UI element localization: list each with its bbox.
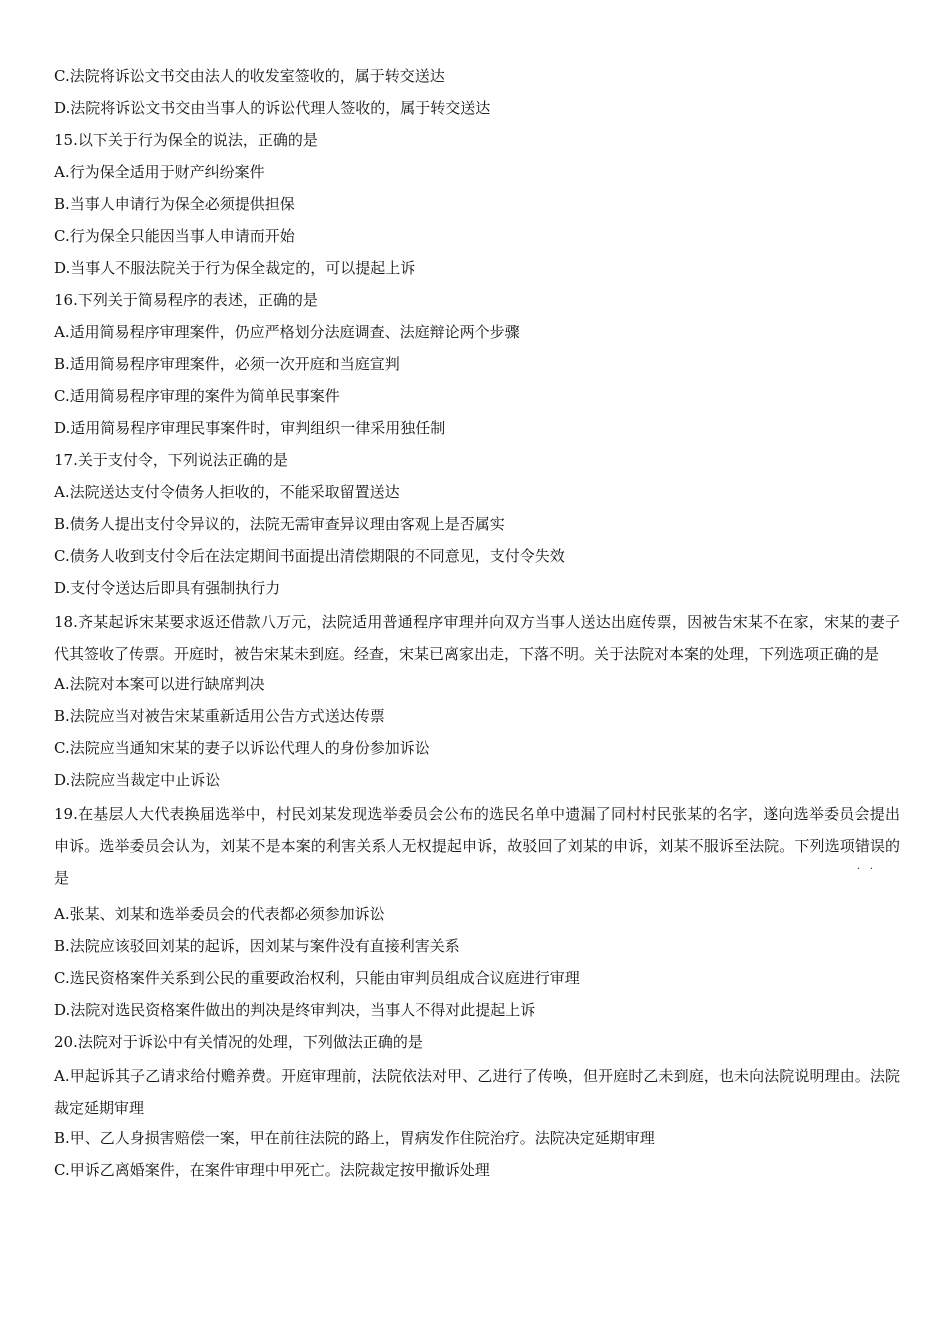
question-18-stem: 18.齐某起诉宋某要求返还借款八万元，法院适用普通程序审理并向双方当事人送达出庭传票，因被告宋某不在家，宋某的妻子代其签收了传票。开庭时，被告宋某未到庭。经查，宋某已离家出走，下落不明。关于法院对本案的处理，下列选项正确的是 [54,613,900,663]
document-page [54,62,900,1188]
question-17-option-c: C.债务人收到支付令后在法定期间书面提出清偿期限的不同意见，支付令失效 [54,547,565,565]
question-20-stem: 20.法院对于诉讼中有关情况的处理，下列做法正确的是 [54,1033,423,1051]
line-d-14: D.法院将诉讼文书交由当事人的诉讼代理人签收的，属于转交送达 [54,99,491,117]
question-17-option-a: A.法院送达支付令债务人拒收的，不能采取留置送达 [54,483,400,501]
question-15-option-a: A.行为保全适用于财产纠纷案件 [54,163,265,181]
question-19-option-b: B.法院应该驳回刘某的起诉，因刘某与案件没有直接利害关系 [54,937,460,955]
question-15-option-c: C.行为保全只能因当事人申请而开始 [54,227,295,245]
question-17-option-d: D.支付令送达后即具有强制执行力 [54,579,281,597]
question-18-option-a: A.法院对本案可以进行缺席判决 [54,675,265,693]
question-15-stem: 15.以下关于行为保全的说法，正确的是 [54,131,318,149]
question-19-stem-emphasis: 错误 [854,837,885,855]
question-18-option-d: D.法院应当裁定中止诉讼 [54,771,221,789]
question-20-option-c: C.甲诉乙离婚案件，在案件审理中甲死亡。法院裁定按甲撤诉处理 [54,1161,490,1179]
question-20-option-b: B.甲、乙人身损害赔偿一案，甲在前往法院的路上，胃病发作住院治疗。法院决定延期审理 [54,1129,655,1147]
question-16-option-d: D.适用简易程序审理民事案件时，审判组织一律采用独任制 [54,419,446,437]
question-19-option-c: C.选民资格案件关系到公民的重要政治权利，只能由审判员组成合议庭进行审理 [54,969,580,987]
question-19-option-d: D.法院对选民资格案件做出的判决是终审判决，当事人不得对此提起上诉 [54,1001,536,1019]
emphasis-dots-icon: .. [856,861,884,872]
question-18-option-b: B.法院应当对被告宋某重新适用公告方式送达传票 [54,707,385,725]
line-c-14: C.法院将诉讼文书交由法人的收发室签收的，属于转交送达 [54,67,445,85]
question-19-stem [54,798,900,894]
question-17-stem: 17.关于支付令，下列说法正确的是 [54,451,288,469]
question-15-option-b: B.当事人申请行为保全必须提供担保 [54,195,295,213]
question-16-stem: 16.下列关于简易程序的表述，正确的是 [54,291,318,309]
question-17-option-b: B.债务人提出支付令异议的，法院无需审查异议理由客观上是否属实 [54,515,505,533]
question-19-stem-main: 19.在基层人大代表换届选举中，村民刘某发现选举委员会公布的选民名单中遗漏了同村村民张某的名字，遂向选举委员会提出申诉。选举委员会认为，刘某不是本案的利害关系人无权提起申诉，故驳回了刘某的申诉，刘某不服诉至法院。下列选项 [54,805,900,855]
question-19-stem-tail: 的是 [54,837,900,887]
question-16-option-c: C.适用简易程序审理的案件为简单民事案件 [54,387,340,405]
question-16-option-b: B.适用简易程序审理案件，必须一次开庭和当庭宣判 [54,355,400,373]
question-19-option-a: A.张某、刘某和选举委员会的代表都必须参加诉讼 [54,905,385,923]
question-20-option-a: A.甲起诉其子乙请求给付赡养费。开庭审理前，法院依法对甲、乙进行了传唤，但开庭时乙未到庭，也未向法院说明理由。法院裁定延期审理 [54,1067,900,1117]
question-16-option-a: A.适用简易程序审理案件，仍应严格划分法庭调查、法庭辩论两个步骤 [54,323,520,341]
question-18-option-c: C.法院应当通知宋某的妻子以诉讼代理人的身份参加诉讼 [54,739,430,757]
emphasis-mark [854,830,885,872]
question-15-option-d: D.当事人不服法院关于行为保全裁定的，可以提起上诉 [54,259,416,277]
